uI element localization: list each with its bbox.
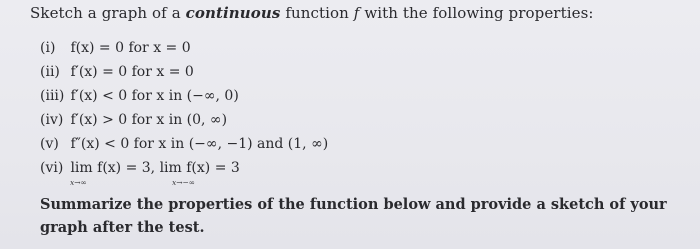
- property-iii: [40, 88, 239, 104]
- prompt-mid: function: [280, 4, 354, 22]
- summary-instruction: Summarize the properties of the function below and provide a sketch of your graph after the test.: [40, 196, 667, 236]
- property-number: (i): [40, 40, 56, 56]
- property-text: f(x) = 0 for x = 0: [70, 40, 191, 56]
- property-text: f′(x) = 0 for x = 0: [70, 64, 194, 80]
- property-text: f′(x) < 0 for x in (−∞, 0): [70, 88, 239, 104]
- property-number: (vi): [40, 160, 64, 176]
- property-iv: [40, 112, 227, 128]
- prompt-function-name: f: [353, 4, 360, 22]
- property-text: f″(x) < 0 for x in (−∞, −1) and (1, ∞): [70, 136, 329, 152]
- property-text: f′(x) > 0 for x in (0, ∞): [70, 112, 228, 128]
- property-text: lim f(x) = 3, lim f(x) = 3: [70, 160, 240, 176]
- limit-subscript-positive: x→∞: [70, 178, 87, 187]
- limit-subscript-negative: x→−∞: [172, 178, 196, 187]
- property-v: [40, 136, 328, 152]
- prompt-post: with the following properties:: [359, 4, 594, 22]
- property-number: (v): [40, 136, 59, 152]
- property-vi: [40, 160, 240, 176]
- prompt-pre: Sketch a graph of a: [30, 4, 186, 22]
- property-number: (iv): [40, 112, 64, 128]
- property-ii: [40, 64, 194, 80]
- property-number: (ii): [40, 64, 60, 80]
- problem-prompt: [30, 4, 594, 22]
- property-number: (iii): [40, 88, 65, 104]
- property-i: [40, 40, 191, 56]
- prompt-emphasis: continuous: [185, 4, 281, 22]
